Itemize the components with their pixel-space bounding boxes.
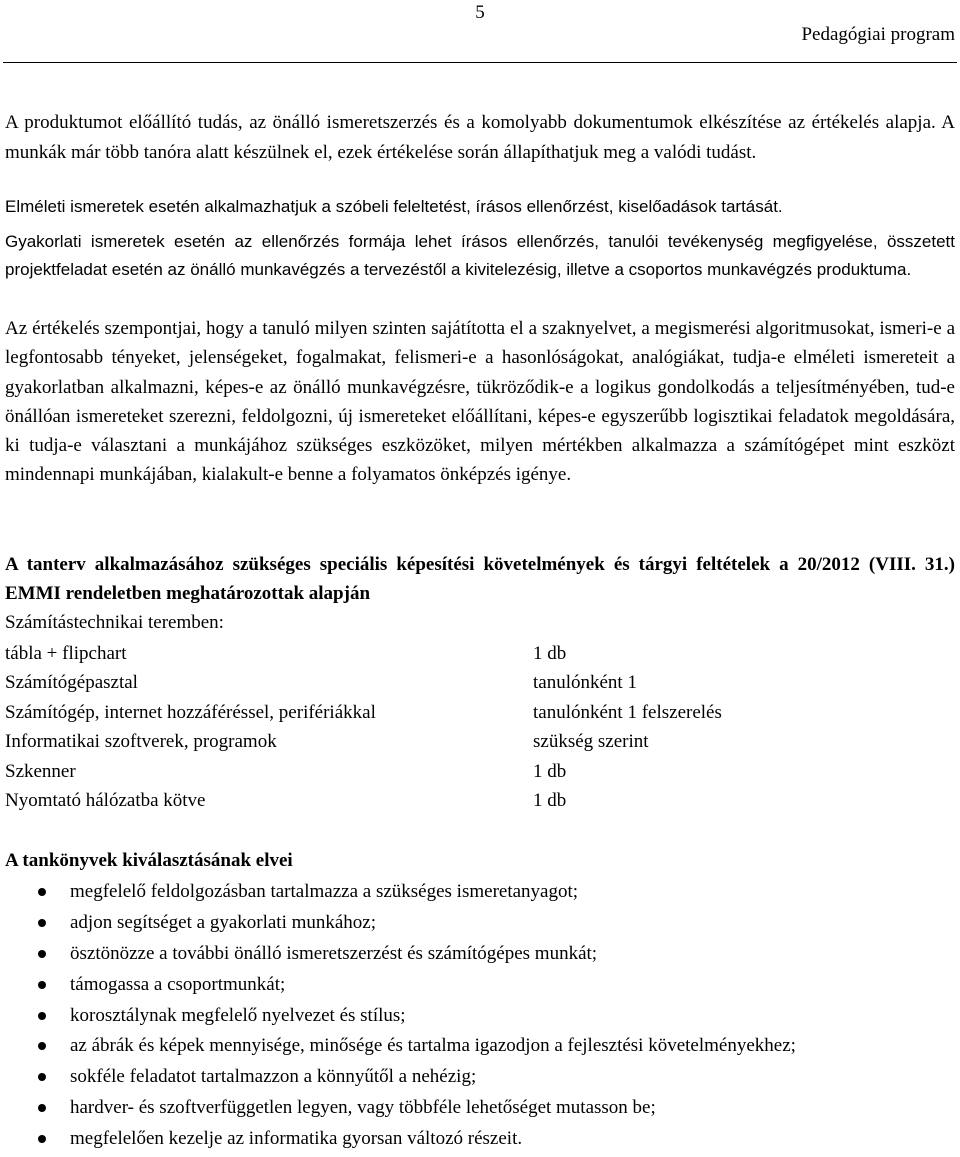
list-item xyxy=(0,1001,950,1032)
list-item xyxy=(0,939,950,970)
list-item xyxy=(0,970,950,1001)
textbook-selection-heading: A tankönyvek kiválasztásának elvei xyxy=(5,850,293,871)
equipment-quantity: szükség szerint xyxy=(533,731,649,753)
equipment-quantity: 1 db xyxy=(533,760,567,782)
equipment-name: Számítógép, internet hozzáféréssel, perifériákkal xyxy=(5,701,376,723)
equipment-name: Nyomtató hálózatba kötve xyxy=(5,789,206,811)
list-item xyxy=(0,1124,950,1155)
equipment-name: tábla + flipchart xyxy=(5,643,127,664)
requirements-heading: A tanterv alkalmazásához szükséges speciális képesítési követelmények és tárgyi feltételek a 20/2012 (VIII. 31.) EMMI rendeletben meghatározottak alapján xyxy=(5,554,955,604)
computer-room-label: Számítástechnikai teremben: xyxy=(5,612,224,633)
equipment-row xyxy=(5,786,945,815)
list-item xyxy=(0,1062,950,1093)
equipment-list xyxy=(5,639,945,815)
header-divider xyxy=(3,62,957,63)
equipment-name: Számítógépasztal xyxy=(5,672,138,694)
bullet-icon xyxy=(38,888,46,896)
equipment-quantity: tanulónként 1 felszerelés xyxy=(533,701,722,723)
paragraph-evaluation-criteria: Az értékelés szempontjai, hogy a tanuló milyen szinten sajátította el a szaknyelvet, a megismerési algoritmusokat, ismeri-e a legfontosabb tényeket, jelenségeket, fogalmakat, felismeri-e a hasonlóságokat, analógiákat, tudja-e elméleti ismereteit a gyakorlatban alkalmazni, képes-e az önálló munkavégzésre, tükröződik-e a logikus gondolkodás a teljesítményében, tud-e önállóan ismereteket szerezni, feldolgozni, új ismereteket előállítani, képes-e egyszerűbb logisztikai feladatok megoldására, ki tudja-e választani a munkájához szükséges eszközöket, milyen mértékben alkalmazza a számítógépet mint eszközt mindennapi munkájában, kialakult-e benne a folyamatos önképzés igénye. xyxy=(5,318,955,486)
bullet-icon xyxy=(38,919,46,927)
equipment-row xyxy=(5,639,945,668)
paragraph-product-knowledge: A produktumot előállító tudás, az önálló ismeretszerzés és a komolyabb dokumentumok elkészítése az értékelés alapja. A munkák már több tanóra alatt készülnek el, ezek értékelése során állapíthatjuk meg a valódi tudást. xyxy=(5,112,955,163)
bullet-icon xyxy=(38,1104,46,1112)
equipment-quantity: 1 db xyxy=(533,643,567,664)
bullet-icon xyxy=(38,1135,46,1143)
list-item-text: ösztönözze a további önálló ismeretszerzést és számítógépes munkát; xyxy=(70,942,598,964)
list-item-text: hardver- és szoftverfüggetlen legyen, vagy többféle lehetőséget mutasson be; xyxy=(70,1097,656,1119)
list-item xyxy=(0,1031,950,1062)
list-item xyxy=(0,1093,950,1124)
equipment-quantity: 1 db xyxy=(533,789,567,811)
list-item-text: megfelelően kezelje az informatika gyorsan változó részeit. xyxy=(70,1128,523,1150)
list-item-text: az ábrák és képek mennyisége, minősége és tartalma igazodjon a fejlesztési követelményekhez; xyxy=(70,1035,796,1057)
paragraph-theoretical-assessment: Elméleti ismeretek esetén alkalmazhatjuk a szóbeli feleltetést, írásos ellenőrzést, kiselőadások tartását. xyxy=(5,197,783,216)
list-item-text: sokféle feladatot tartalmazzon a könnyűtől a nehézig; xyxy=(70,1066,477,1088)
bullet-icon xyxy=(38,950,46,958)
bullet-icon xyxy=(38,1073,46,1081)
bullet-icon xyxy=(38,1042,46,1050)
equipment-row xyxy=(5,727,945,756)
equipment-quantity: tanulónként 1 xyxy=(533,672,637,694)
bullet-icon xyxy=(38,1012,46,1020)
header-title: Pedagógiai program xyxy=(801,24,955,45)
equipment-name: Szkenner xyxy=(5,760,76,782)
equipment-row xyxy=(5,698,945,727)
list-item-text: korosztálynak megfelelő nyelvezet és stílus; xyxy=(70,1004,406,1026)
list-item xyxy=(0,877,950,908)
list-item-text: támogassa a csoportmunkát; xyxy=(70,973,286,995)
page-number: 5 xyxy=(475,2,485,23)
list-item-text: megfelelő feldolgozásban tartalmazza a szükséges ismeretanyagot; xyxy=(70,881,579,902)
equipment-name: Informatikai szoftverek, programok xyxy=(5,731,277,753)
bullet-icon xyxy=(38,981,46,989)
textbook-criteria-list xyxy=(0,877,950,1155)
paragraph-practical-assessment: Gyakorlati ismeretek esetén az ellenőrzés formája lehet írásos ellenőrzés, tanulói tevékenység megfigyelése, összetett projektfeladat esetén az önálló munkavégzés a tervezéstől a kivitelezésig, illetve a csoportos munkavégzés produktuma. xyxy=(5,232,955,279)
list-item-text: adjon segítséget a gyakorlati munkához; xyxy=(70,911,377,933)
equipment-row xyxy=(5,668,945,697)
equipment-row xyxy=(5,757,945,786)
list-item xyxy=(0,908,950,939)
